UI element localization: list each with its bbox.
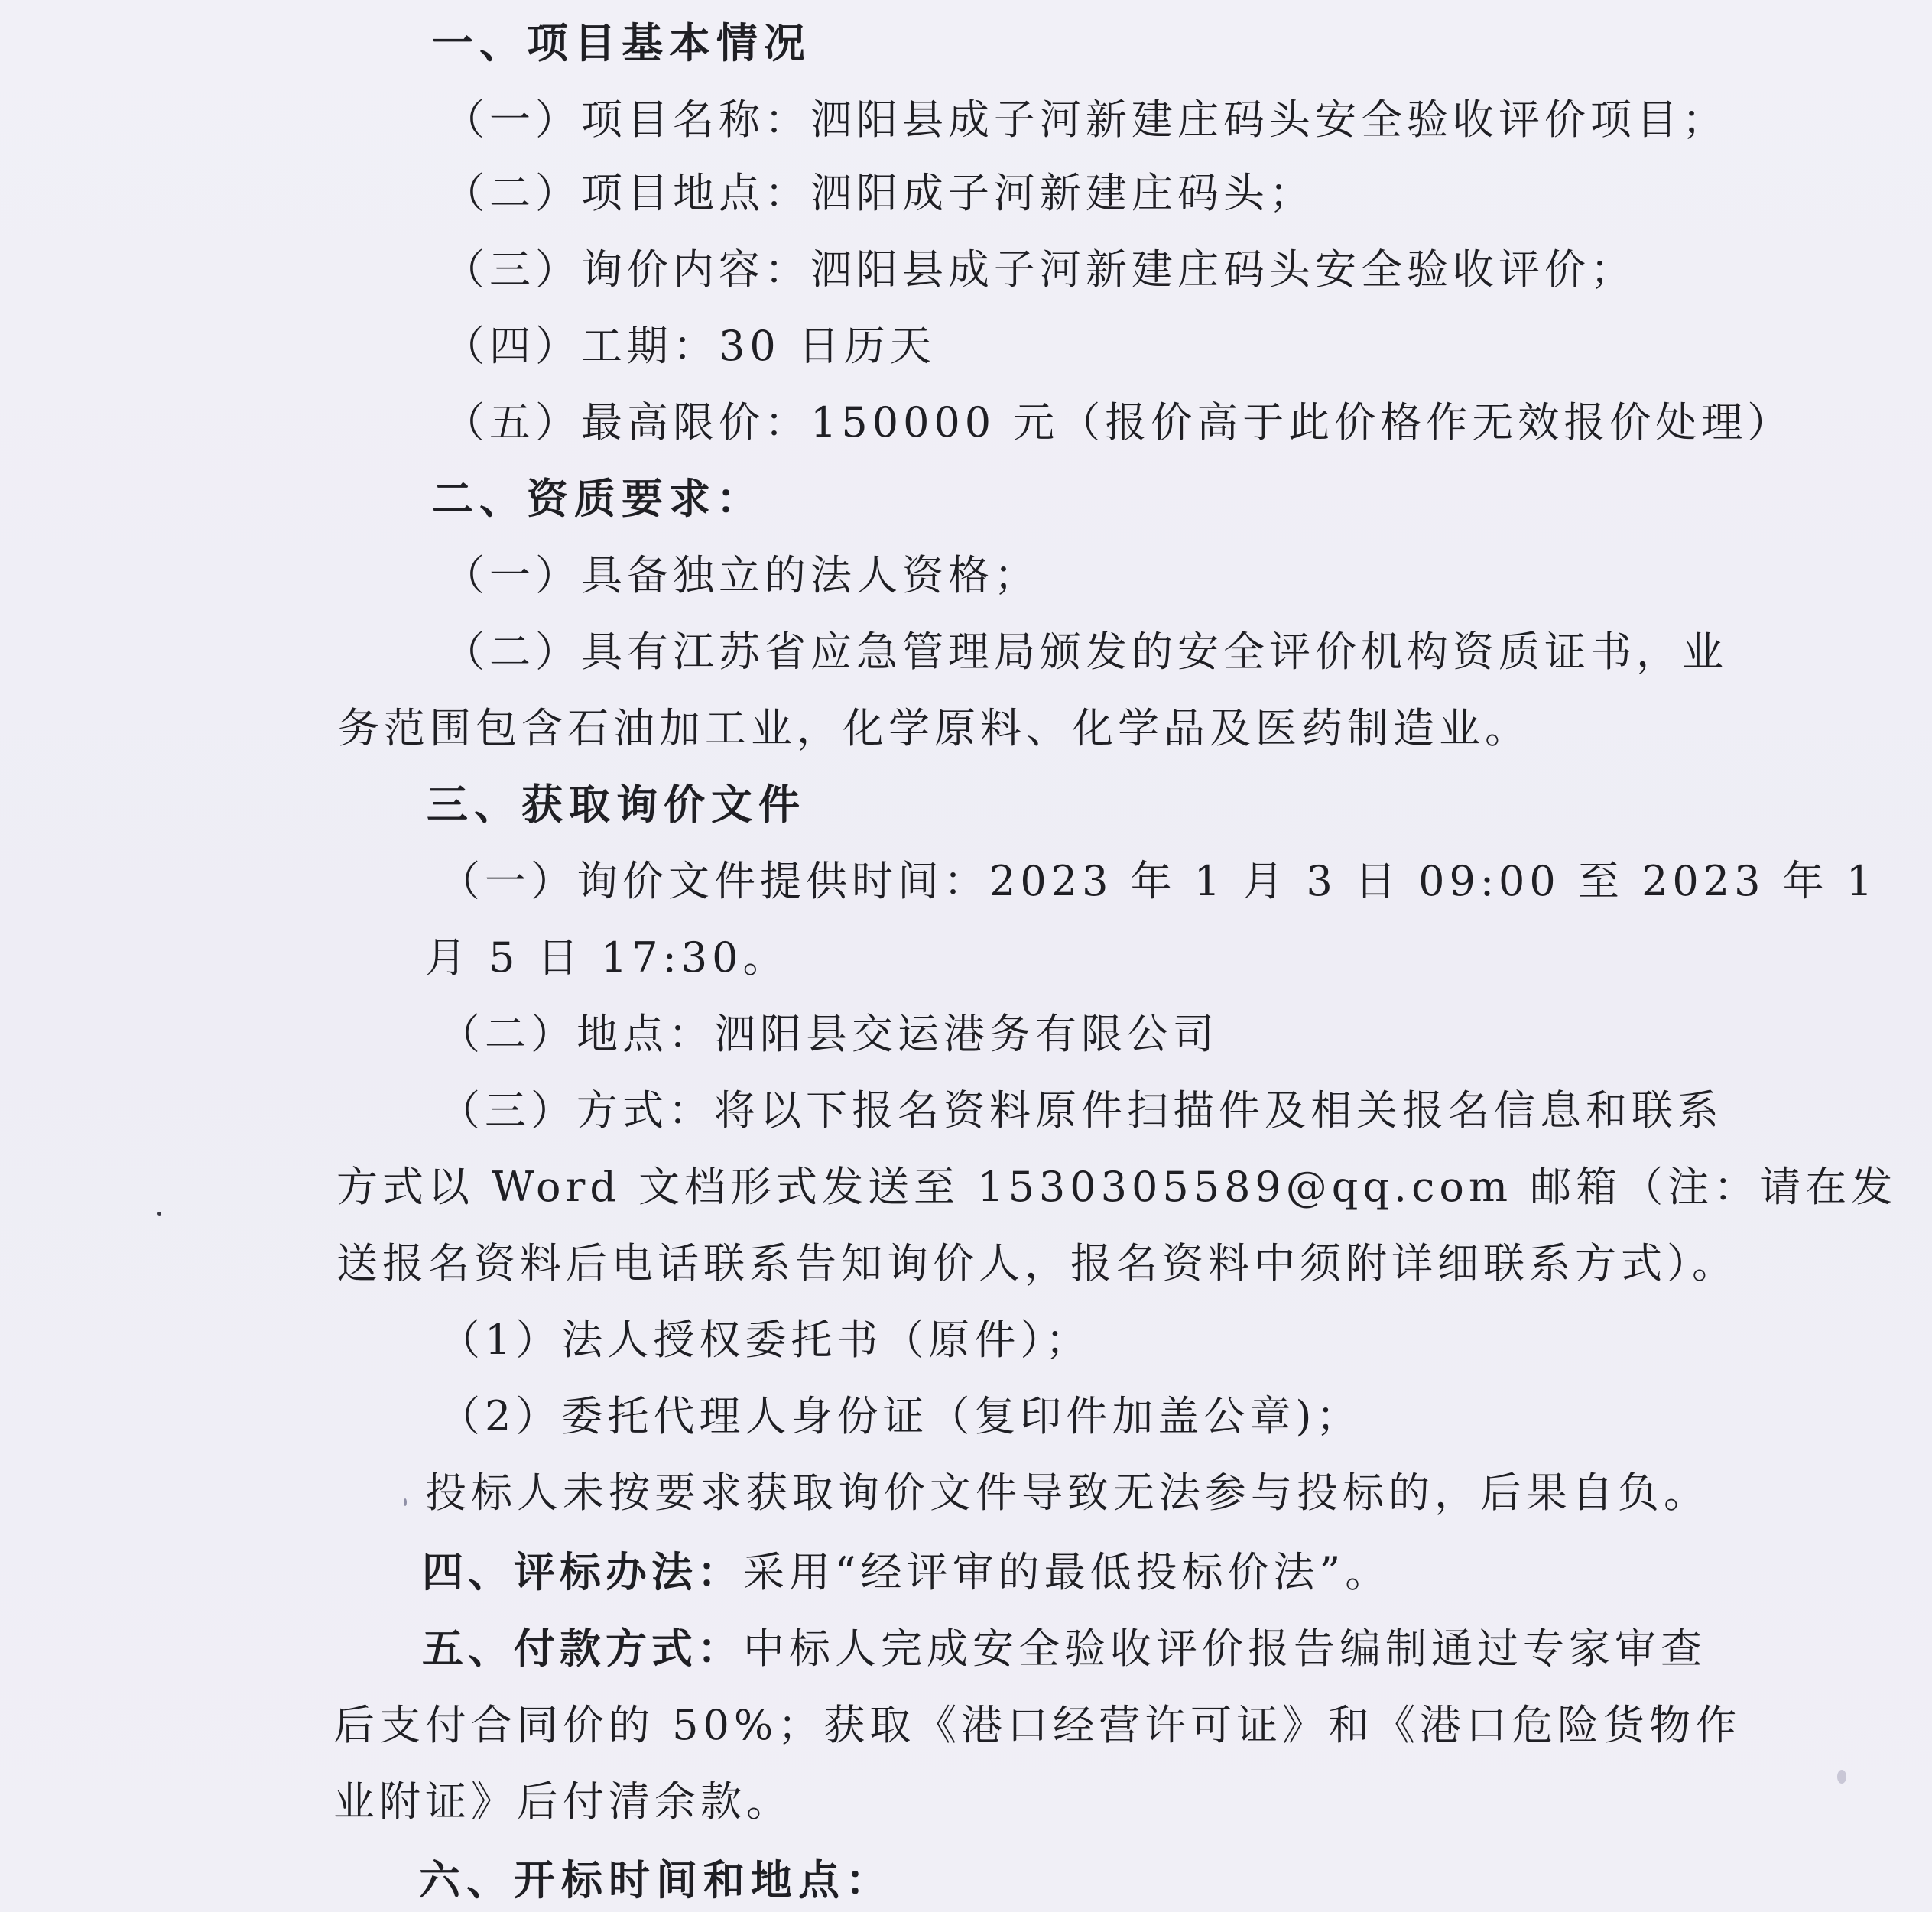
section3-sub2: （2）委托代理人身份证（复印件加盖公章)； xyxy=(439,1392,1362,1440)
section5-text-line2: 后支付合同价的 50%；获取《港口经营许可证》和《港口危险货物作 xyxy=(333,1701,1742,1749)
section1-item4: （四）工期：30 日历天 xyxy=(443,322,936,370)
scan-speck xyxy=(157,1212,161,1216)
section3-sub1: （1）法人授权委托书（原件）； xyxy=(439,1316,1092,1364)
scan-speck xyxy=(404,1498,407,1506)
section5-line1 xyxy=(422,1622,1706,1676)
section5-label: 五、付款方式： xyxy=(422,1625,743,1673)
section6-heading: 六、开标时间和地点： xyxy=(419,1856,893,1904)
section4-label: 四、评标办法： xyxy=(422,1548,743,1596)
section2-item1: （一）具备独立的法人资格； xyxy=(443,551,1040,599)
section1-item5: （五）最高限价：150000 元（报价高于此价格作无效报价处理） xyxy=(443,398,1794,446)
section1-item1: （一）项目名称：泗阳县成子河新建庄码头安全验收评价项目； xyxy=(443,96,1728,144)
section3-item1-line2: 月 5 日 17:30。 xyxy=(425,933,789,982)
section2-item2-line1: （二）具有江苏省应急管理局颁发的安全评价机构资质证书，业 xyxy=(443,628,1728,676)
section4-text: 采用“经评审的最低投标价法”。 xyxy=(743,1548,1391,1596)
section1-item2: （二）项目地点：泗阳成子河新建庄码头； xyxy=(443,169,1315,217)
section3-heading: 三、获取询价文件 xyxy=(427,781,806,829)
section3-note: 投标人未按要求获取询价文件导致无法参与投标的，后果自负。 xyxy=(425,1469,1710,1517)
section4-paragraph xyxy=(422,1546,1391,1599)
section3-item3-line3: 送报名资料后电话联系告知询价人，报名资料中须附详细联系方式）。 xyxy=(336,1239,1738,1287)
scan-speck xyxy=(1837,1770,1846,1784)
section3-item2: （二）地点：泗阳县交运港务有限公司 xyxy=(439,1010,1219,1058)
section3-item1-line1: （一）询价文件提供时间：2023 年 1 月 3 日 09:00 至 2023 年 1 xyxy=(439,857,1878,905)
section3-item3-line2: 方式以 Word 文档形式发送至 1530305589@qq.com 邮箱（注：请在发 xyxy=(336,1163,1898,1211)
section2-item2-line2: 务范围包含石油加工业，化学原料、化学品及医药制造业。 xyxy=(338,704,1531,752)
section5-text-line3: 业附证》后付清余款。 xyxy=(333,1777,792,1826)
section1-heading: 一、项目基本情况 xyxy=(432,19,811,67)
section5-text-line1: 中标人完成安全验收评价报告编制通过专家审查 xyxy=(743,1625,1706,1673)
section2-heading: 二、资质要求： xyxy=(432,475,764,523)
section1-item3: （三）询价内容：泗阳县成子河新建庄码头安全验收评价； xyxy=(443,245,1636,294)
section3-item3-line1: （三）方式：将以下报名资料原件扫描件及相关报名信息和联系 xyxy=(439,1086,1723,1135)
